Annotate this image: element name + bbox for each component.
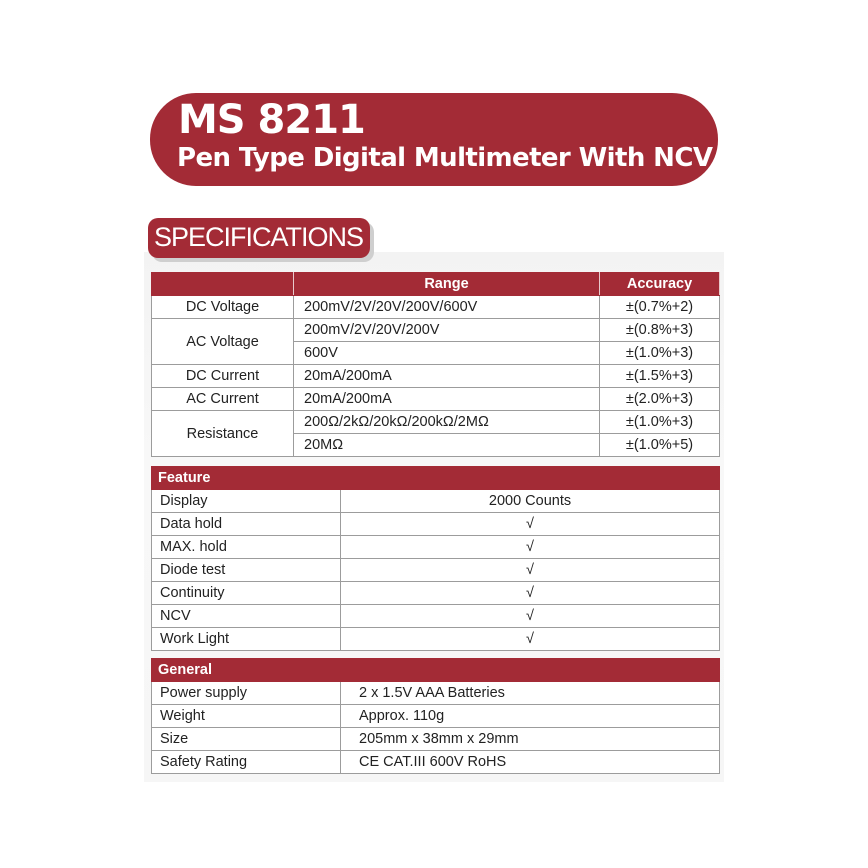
general-row-value: Approx. 110g	[341, 705, 720, 728]
spec-row	[152, 319, 720, 342]
feature-row-name: Diode test	[152, 559, 341, 582]
feature-row-value: √	[341, 582, 720, 605]
specifications-tag	[148, 218, 370, 258]
spec-parameter: Resistance	[152, 411, 294, 457]
feature-row-name: MAX. hold	[152, 536, 341, 559]
specifications-table	[151, 272, 720, 457]
general-row-name: Safety Rating	[152, 751, 341, 774]
spec-parameter: AC Current	[152, 388, 294, 411]
feature-row	[152, 490, 720, 513]
spec-accuracy: ±(1.0%+3)	[600, 411, 720, 434]
general-section-title: General	[152, 659, 720, 682]
feature-row-value: √	[341, 513, 720, 536]
feature-row	[152, 628, 720, 651]
feature-row-name: Data hold	[152, 513, 341, 536]
spec-parameter: AC Voltage	[152, 319, 294, 365]
feature-row	[152, 559, 720, 582]
general-row-name: Weight	[152, 705, 341, 728]
feature-row-value: 2000 Counts	[341, 490, 720, 513]
general-row	[152, 705, 720, 728]
spec-parameter: DC Current	[152, 365, 294, 388]
feature-row-name: NCV	[152, 605, 341, 628]
spec-column-header: Accuracy	[600, 273, 720, 296]
spec-range: 20mA/200mA	[294, 388, 600, 411]
general-row-name: Power supply	[152, 682, 341, 705]
general-row	[152, 728, 720, 751]
spec-row	[152, 411, 720, 434]
feature-row-value: √	[341, 536, 720, 559]
feature-row	[152, 605, 720, 628]
spec-accuracy: ±(0.8%+3)	[600, 319, 720, 342]
specifications-label: SPECIFICATIONS	[154, 222, 364, 252]
spec-column-header	[152, 273, 294, 296]
product-subtitle: Pen Type Digital Multimeter With NCV	[177, 143, 713, 173]
spec-row	[152, 296, 720, 319]
feature-row	[152, 582, 720, 605]
feature-table	[151, 466, 720, 651]
feature-row-name: Continuity	[152, 582, 341, 605]
general-row-name: Size	[152, 728, 341, 751]
spec-range: 20MΩ	[294, 434, 600, 457]
spec-range: 200mV/2V/20V/200V/600V	[294, 296, 600, 319]
feature-row-name: Work Light	[152, 628, 341, 651]
spec-accuracy: ±(0.7%+2)	[600, 296, 720, 319]
feature-row-name: Display	[152, 490, 341, 513]
spec-row	[152, 388, 720, 411]
feature-section-bar	[152, 467, 720, 490]
feature-row-value: √	[341, 628, 720, 651]
general-row-value: 205mm x 38mm x 29mm	[341, 728, 720, 751]
feature-row	[152, 513, 720, 536]
spec-row	[152, 365, 720, 388]
general-section-bar	[152, 659, 720, 682]
spec-accuracy: ±(1.0%+3)	[600, 342, 720, 365]
general-row-value: CE CAT.III 600V RoHS	[341, 751, 720, 774]
spec-accuracy: ±(1.5%+3)	[600, 365, 720, 388]
feature-row-value: √	[341, 605, 720, 628]
general-row-value: 2 x 1.5V AAA Batteries	[341, 682, 720, 705]
spec-parameter: DC Voltage	[152, 296, 294, 319]
spec-accuracy: ±(1.0%+5)	[600, 434, 720, 457]
model-name: MS 8211	[178, 97, 365, 143]
feature-section-title: Feature	[152, 467, 720, 490]
general-table	[151, 658, 720, 774]
spec-header-row	[152, 273, 720, 296]
spec-range: 200mV/2V/20V/200V	[294, 319, 600, 342]
spec-range: 600V	[294, 342, 600, 365]
general-row	[152, 751, 720, 774]
spec-accuracy: ±(2.0%+3)	[600, 388, 720, 411]
feature-row	[152, 536, 720, 559]
general-row	[152, 682, 720, 705]
title-banner	[150, 93, 718, 186]
feature-row-value: √	[341, 559, 720, 582]
spec-column-header: Range	[294, 273, 600, 296]
spec-range: 200Ω/2kΩ/20kΩ/200kΩ/2MΩ	[294, 411, 600, 434]
spec-range: 20mA/200mA	[294, 365, 600, 388]
